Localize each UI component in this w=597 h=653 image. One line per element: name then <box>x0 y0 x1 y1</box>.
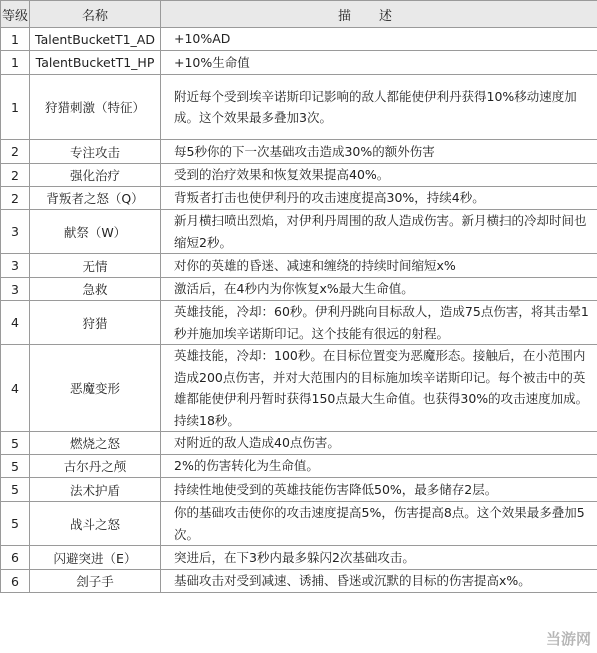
header-name: 名称 <box>30 1 161 28</box>
table-row <box>1 210 597 254</box>
talent-description: 英雄技能，冷却：100秒。在目标位置变为恶魔形态。接触后，在小范围内造成200点伤害，并对大范围内的目标施加埃辛诺斯印记。每个被击中的英雄都能使伊利丹暂时获得150点最大生命值。也获得30%的攻击速度加成。持续18秒。 <box>161 345 597 432</box>
talent-name: 专注攻击 <box>30 140 161 164</box>
talent-name: 狩猎刺激（特征） <box>30 75 161 140</box>
table-row <box>1 51 597 75</box>
table-row <box>1 455 597 478</box>
header-description: 描述 <box>161 1 597 28</box>
talent-description: 受到的治疗效果和恢复效果提高40%。 <box>161 164 597 187</box>
talent-name: 急救 <box>30 278 161 301</box>
talent-name: 闪避突进（E） <box>30 546 161 570</box>
table-row <box>1 28 597 51</box>
talent-level: 3 <box>1 278 30 301</box>
talent-level: 2 <box>1 164 30 187</box>
talent-name: 无情 <box>30 254 161 278</box>
talent-level: 5 <box>1 455 30 478</box>
talent-level: 6 <box>1 546 30 570</box>
table-row <box>1 75 597 140</box>
talent-level: 1 <box>1 28 30 51</box>
talent-name: TalentBucketT1_AD <box>30 28 161 51</box>
talent-level: 6 <box>1 570 30 593</box>
header-level: 等级 <box>1 1 30 28</box>
talent-description: 你的基础攻击使你的攻击速度提高5%，伤害提高8点。这个效果最多叠加5次。 <box>161 502 597 546</box>
talent-name: TalentBucketT1_HP <box>30 51 161 75</box>
table-row <box>1 502 597 546</box>
talent-level: 1 <box>1 51 30 75</box>
talent-name: 燃烧之怒 <box>30 432 161 455</box>
talent-description: 激活后，在4秒内为你恢复x%最大生命值。 <box>161 278 597 301</box>
table-row <box>1 546 597 570</box>
talent-description: 新月横扫喷出烈焰，对伊利丹周围的敌人造成伤害。新月横扫的冷却时间也缩短2秒。 <box>161 210 597 254</box>
talent-name: 恶魔变形 <box>30 345 161 432</box>
talent-level: 3 <box>1 210 30 254</box>
talent-level: 5 <box>1 432 30 455</box>
talent-description: +10%AD <box>161 28 597 51</box>
table-row <box>1 345 597 432</box>
talent-description: 每5秒你的下一次基础攻击造成30%的额外伤害 <box>161 140 597 164</box>
table-row <box>1 164 597 187</box>
table-row <box>1 140 597 164</box>
talent-name: 法术护盾 <box>30 478 161 502</box>
talent-description: 2%的伤害转化为生命值。 <box>161 455 597 478</box>
table-row <box>1 301 597 345</box>
table-row <box>1 278 597 301</box>
talent-description: 突进后，在下3秒内最多躲闪2次基础攻击。 <box>161 546 597 570</box>
talent-level: 5 <box>1 478 30 502</box>
talent-description: 对你的英雄的昏迷、减速和缠绕的持续时间缩短x% <box>161 254 597 278</box>
table-row <box>1 254 597 278</box>
talent-description: 附近每个受到埃辛诺斯印记影响的敌人都能使伊利丹获得10%移动速度加成。这个效果最多叠加3次。 <box>161 75 597 140</box>
site-watermark: 当游网 <box>545 630 591 648</box>
talent-description: 基础攻击对受到减速、诱捕、昏迷或沉默的目标的伤害提高x%。 <box>161 570 597 593</box>
talent-name: 强化治疗 <box>30 164 161 187</box>
table-row <box>1 432 597 455</box>
talent-name: 背叛者之怒（Q） <box>30 187 161 210</box>
talent-name: 献祭（W） <box>30 210 161 254</box>
talent-level: 2 <box>1 187 30 210</box>
talent-level: 3 <box>1 254 30 278</box>
talent-level: 1 <box>1 75 30 140</box>
talent-level: 2 <box>1 140 30 164</box>
talent-description: 对附近的敌人造成40点伤害。 <box>161 432 597 455</box>
talent-description: 持续性地使受到的英雄技能伤害降低50%，最多储存2层。 <box>161 478 597 502</box>
talent-name: 狩猎 <box>30 301 161 345</box>
table-header-row <box>1 1 597 28</box>
talent-name: 刽子手 <box>30 570 161 593</box>
talent-level: 4 <box>1 301 30 345</box>
table-row <box>1 478 597 502</box>
table-row <box>1 187 597 210</box>
talent-name: 战斗之怒 <box>30 502 161 546</box>
talent-description: 英雄技能，冷却：60秒。伊利丹跳向目标敌人，造成75点伤害，将其击晕1秒并施加埃辛诺斯印记。这个技能有很远的射程。 <box>161 301 597 345</box>
talent-description: 背叛者打击也使伊利丹的攻击速度提高30%，持续4秒。 <box>161 187 597 210</box>
talent-description: +10%生命值 <box>161 51 597 75</box>
table-row <box>1 570 597 593</box>
talent-name: 古尔丹之颅 <box>30 455 161 478</box>
talent-level: 4 <box>1 345 30 432</box>
talent-level: 5 <box>1 502 30 546</box>
